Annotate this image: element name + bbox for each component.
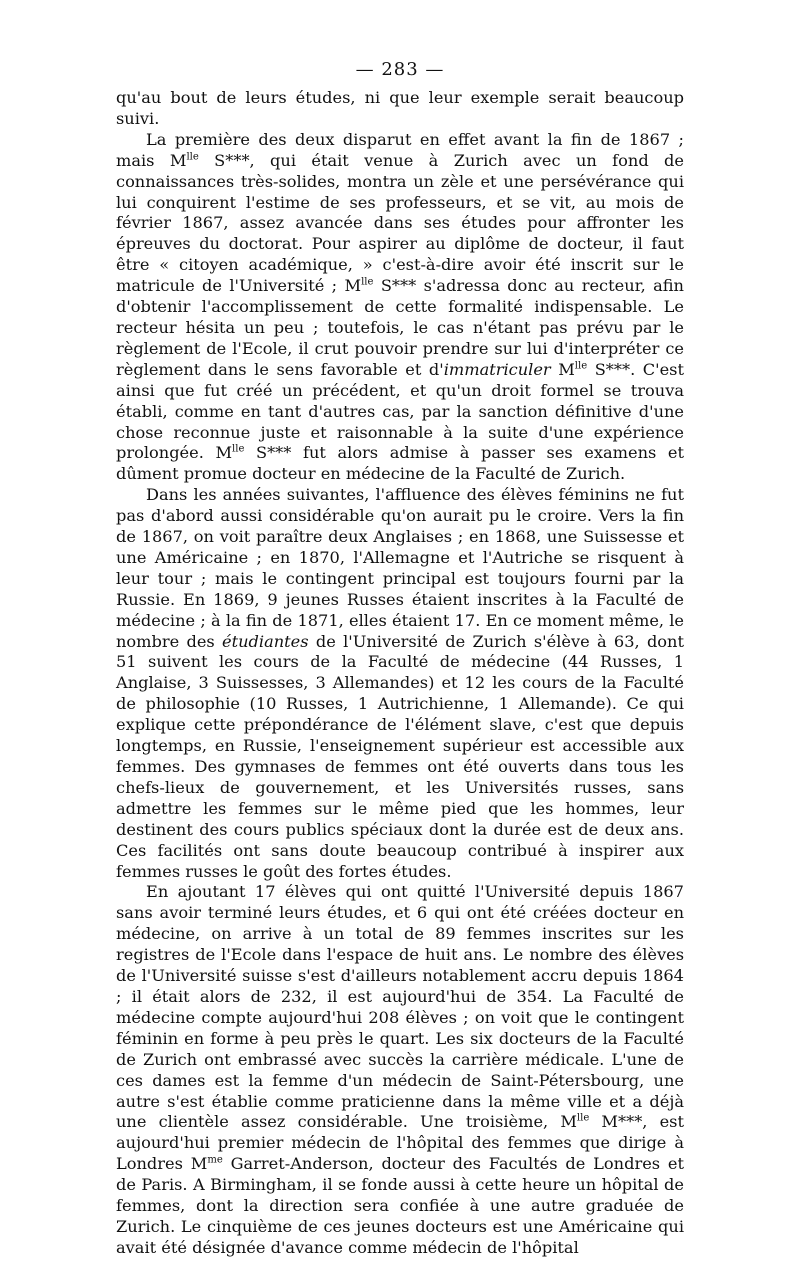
text-run: Dans les années suivantes, l'affluence des élèves féminins ne fut pas d'abord aussi considérable qu'on aurait pu le croire. Vers la fin de 1867, on voit paraître deux Anglaises ; en 1868, une Suissesse et une Américaine ; en 1870, l'Allemagne et l'Autriche se risquent à leur tour ; mais le contingent principal est toujours fourni par la Russie. En 1869, 9 jeunes Russes étaient inscrites à la Faculté de médecine ; à la fin de 1871, elles étaient 17. En ce moment même, le nombre des: [116, 485, 684, 651]
italic-text: étudiantes: [222, 631, 309, 651]
title-abbreviation: me: [207, 1154, 223, 1166]
book-page: [116, 58, 685, 1257]
text-run: Garret-Anderson, docteur des Facultés de Londres et de Paris. A Birmingham, il se fonde aussi à cette heure un hôpital de femmes, dont la direction sera confiée à une autre graduée de Zurich. Le cinquième de ces jeunes docteurs est une Américaine qui avait été désignée d'avance comme médecin de l'hôpital: [116, 1154, 684, 1257]
body-text: [116, 88, 684, 1259]
paragraph: [116, 882, 684, 1258]
text-run: M: [550, 359, 575, 379]
text-run: En ajoutant 17 élèves qui ont quitté l'Université depuis 1867 sans avoir terminé leurs études, et 6 qui ont été créées docteur en médecine, on arrive à un total de 89 femmes inscrites sur les registres de l'Ecole dans l'espace de huit ans. Le nombre des élèves de l'Université suisse s'est d'ailleurs notablement accru depuis 1864 ; il était alors de 232, il est aujourd'hui de 354. La Faculté de médecine compte aujourd'hui 208 élèves ; on voit que le contingent féminin en forme à peu près le quart. Les six docteurs de la Faculté de Zurich ont embrassé avec succès la carrière médicale. L'une de ces dames est la femme d'un médecin de Saint-Pétersbourg, une autre s'est établie comme praticienne dans la même ville et a déjà une clientèle assez considérable. Une troisième, M: [116, 882, 684, 1132]
paragraph: [116, 130, 684, 485]
title-abbreviation: lle: [232, 444, 245, 456]
text-run: S***. C'est ainsi que fut créé un précédent, et qu'un droit formel se trouva établi, comme en tant d'autres cas, par la sanction définitive d'une chose reconnue juste et raisonnable à la suite d'une expérience prolongée. M: [116, 359, 684, 463]
text-run: La première des deux disparut en effet avant la fin de 1867 ; mais M: [116, 129, 684, 170]
title-abbreviation: lle: [186, 151, 199, 163]
text-run: S*** s'adressa donc au recteur, afin d'obtenir l'accomplissement de cette formalité indispensable. Le recteur hésita un peu ; toutefois, le cas n'étant pas prévu par le règlement de l'Ecole, il crut pouvoir prendre sur lui d'interpréter ce règlement dans le sens favorable et d': [116, 276, 684, 379]
italic-text: immatriculer: [443, 359, 551, 379]
title-abbreviation: lle: [576, 1113, 590, 1125]
title-abbreviation: lle: [574, 360, 588, 372]
text-run: de l'Université de Zurich s'élève à 63, dont 51 suivent les cours de la Faculté de médecine (44 Russes, 1 Anglaise, 3 Suissesses, 3 Allemandes) et 12 les cours de la Faculté de philosophie (10 Russes, 1 Autrichienne, 1 Allemande). Ce qui explique cette prépondérance de l'élément slave, c'est que depuis longtemps, en Russie, l'enseignement supérieur est accessible aux femmes. Des gymnases de femmes ont été ouverts dans tous les chefs-lieux de gouvernement, et les Universités russes, sans admettre les femmes sur le même pied que les hommes, leur destinent des cours publics spéciaux dont la durée est de deux ans. Ces facilités ont sans doute beaucoup contribué à inspirer aux femmes russes le goût des fortes études.: [116, 631, 684, 881]
text-run: M***, est aujourd'hui premier médecin de l'hôpital des femmes que dirige à Londres M: [116, 1112, 684, 1174]
paragraph: [116, 485, 684, 882]
page-number: — 283 —: [355, 59, 445, 80]
text-run: S*** fut alors admise à passer ses examens et dûment promue docteur en médecine de la Faculté de Zurich.: [116, 443, 685, 484]
text-run: qu'au bout de leurs études, ni que leur exemple serait beaucoup suivi.: [116, 88, 684, 128]
text-run: S***, qui était venue à Zurich avec un fond de connaissances très-solides, montra un zèle et une persévérance qui lui conquirent l'estime de ses professeurs, et se vit, au mois de février 1867, assez avancée dans ses études pour affronter les épreuves du doctorat. Pour aspirer au diplôme de docteur, il faut être « citoyen académique, » c'est-à-dire avoir été inscrit sur le matricule de l'Université ; M: [116, 150, 684, 296]
title-abbreviation: lle: [361, 276, 374, 288]
paragraph: [116, 88, 684, 130]
